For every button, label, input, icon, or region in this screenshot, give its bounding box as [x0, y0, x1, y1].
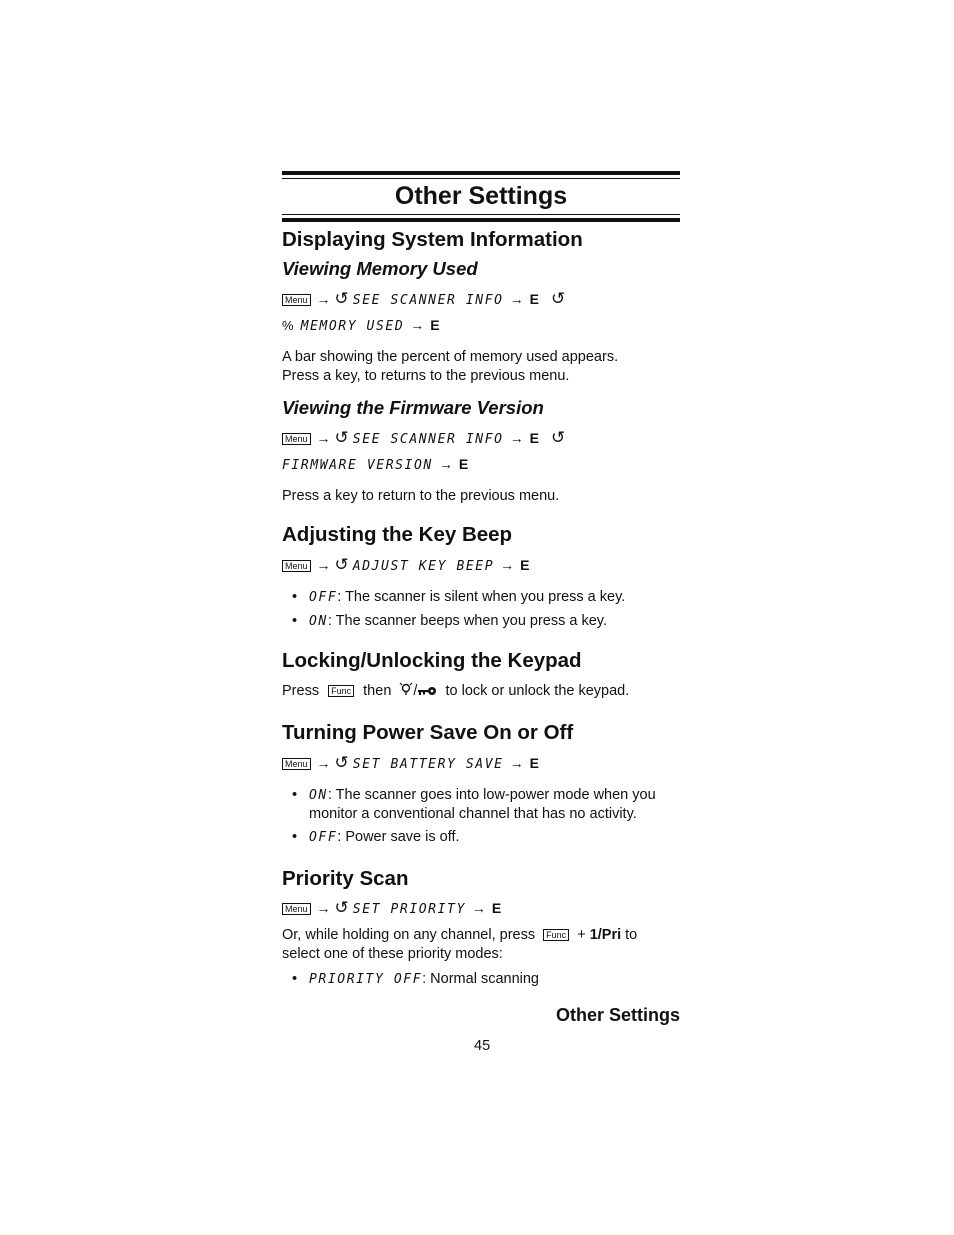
arrow-icon: →	[438, 456, 453, 472]
rotate-knob-icon: ↺	[334, 898, 349, 917]
enter-key: E	[529, 430, 539, 446]
slash: /	[413, 683, 418, 699]
rotate-knob-icon: ↺	[550, 428, 566, 447]
light-bulb-icon	[399, 682, 413, 697]
top-rule-thin	[282, 178, 680, 179]
key-beep-options	[282, 588, 680, 631]
list-item	[282, 588, 680, 607]
arrow-icon: →	[316, 900, 331, 916]
percent-symbol: %	[282, 318, 294, 333]
lcd-set-battery-save: SET BATTERY SAVE	[352, 757, 504, 772]
rotate-knob-icon: ↺	[334, 555, 349, 574]
plus-sign: +	[577, 927, 586, 943]
priority-desc-line-2: select one of these priority modes:	[282, 946, 503, 962]
enter-key: E	[458, 456, 469, 472]
firmware-command-line-1	[282, 426, 680, 452]
enter-key: E	[529, 755, 539, 771]
list-item	[282, 612, 680, 631]
menu-key: Menu	[282, 560, 311, 572]
arrow-icon: →	[500, 557, 515, 573]
arrow-icon: →	[471, 900, 486, 916]
lcd-off: OFF	[309, 590, 338, 605]
option-text-line-2: monitor a conventional channel that has no activity.	[309, 806, 637, 822]
key-beep-command	[282, 553, 680, 579]
page-content	[282, 171, 680, 1025]
priority-desc-line-1	[282, 926, 680, 945]
list-item	[282, 786, 680, 824]
priority-options	[282, 970, 680, 989]
lcd-priority-off: PRIORITY OFF	[309, 972, 423, 987]
option-text: : The scanner beeps when you press a key.	[327, 613, 608, 629]
keypad-lock-rest: to lock or unlock the keypad.	[445, 683, 630, 699]
enter-key: E	[520, 557, 530, 573]
arrow-icon: →	[316, 755, 331, 771]
option-text: : Power save is off.	[337, 829, 460, 845]
enter-key: E	[430, 317, 440, 333]
menu-key: Menu	[282, 433, 311, 445]
chapter-title: Other Settings	[394, 182, 568, 210]
arrow-icon: →	[509, 755, 524, 771]
heading-power-save: Turning Power Save On or Off	[282, 721, 574, 744]
list-item	[282, 970, 680, 989]
firmware-command-line-2	[282, 452, 680, 478]
rotate-knob-icon: ↺	[550, 289, 566, 308]
func-key: Func	[328, 685, 354, 697]
arrow-icon: →	[509, 430, 524, 446]
arrow-icon: →	[410, 317, 425, 333]
power-save-options	[282, 786, 680, 847]
lcd-see-scanner-info: SEE SCANNER INFO	[352, 432, 504, 447]
bullet: •	[292, 829, 298, 845]
func-key: Func	[543, 929, 569, 941]
key-lock-icon	[417, 685, 437, 697]
then-label: then	[363, 683, 392, 699]
arrow-icon: →	[316, 557, 331, 573]
option-text: : The scanner goes into low-power mode when you	[327, 787, 656, 803]
memory-desc-1: A bar showing the percent of memory used appears.	[282, 349, 619, 365]
rotate-knob-icon: ↺	[334, 289, 349, 308]
heading-keypad-lock: Locking/Unlocking the Keypad	[282, 649, 582, 672]
bullet: •	[292, 613, 298, 629]
lcd-set-priority: SET PRIORITY	[352, 902, 466, 917]
menu-key: Menu	[282, 758, 311, 770]
rotate-knob-icon: ↺	[334, 428, 349, 447]
memory-command-line-1	[282, 287, 680, 313]
heading-priority-scan: Priority Scan	[282, 867, 409, 890]
rotate-knob-icon: ↺	[334, 753, 349, 772]
page-number: 45	[474, 1038, 491, 1054]
to-label: to	[625, 927, 638, 943]
press-label: Press	[282, 683, 320, 699]
top-rule-thick	[282, 171, 680, 175]
heading-key-beep: Adjusting the Key Beep	[282, 523, 513, 546]
pri-key-label: 1/Pri	[589, 927, 622, 943]
bullet: •	[292, 971, 298, 987]
memory-command-line-2	[282, 313, 680, 339]
arrow-icon: →	[509, 291, 524, 307]
lcd-firmware-version: FIRMWARE VERSION	[282, 458, 433, 473]
power-save-command	[282, 751, 680, 777]
footer-section-title: Other Settings	[555, 1005, 680, 1025]
lcd-on: ON	[309, 788, 328, 803]
heading-memory-used: Viewing Memory Used	[282, 258, 478, 279]
keypad-lock-text	[282, 682, 680, 701]
arrow-icon: →	[316, 430, 331, 446]
heading-firmware-version: Viewing the Firmware Version	[282, 397, 544, 418]
lcd-adjust-key-beep: ADJUST KEY BEEP	[352, 559, 495, 574]
firmware-desc: Press a key to return to the previous menu.	[282, 488, 560, 504]
enter-key: E	[491, 900, 502, 916]
priority-command	[282, 896, 680, 922]
priority-or-text: Or, while holding on any channel, press	[282, 927, 536, 943]
lcd-see-scanner-info: SEE SCANNER INFO	[352, 293, 504, 308]
heading-system-info: Displaying System Information	[282, 228, 583, 251]
bottom-rule-thin	[282, 214, 680, 215]
menu-key: Menu	[282, 903, 311, 915]
lcd-off: OFF	[309, 830, 338, 845]
memory-desc-2: Press a key, to returns to the previous menu.	[282, 368, 570, 384]
enter-key: E	[529, 291, 539, 307]
lcd-on: ON	[309, 614, 328, 629]
menu-key: Menu	[282, 294, 311, 306]
bottom-rule-thick	[282, 218, 680, 222]
bullet: •	[292, 787, 298, 803]
bullet: •	[292, 589, 298, 605]
list-item	[282, 828, 680, 847]
option-text: : The scanner is silent when you press a key.	[337, 589, 626, 605]
option-text: : Normal scanning	[422, 971, 539, 987]
lcd-memory-used: MEMORY USED	[300, 319, 405, 334]
arrow-icon: →	[316, 291, 331, 307]
